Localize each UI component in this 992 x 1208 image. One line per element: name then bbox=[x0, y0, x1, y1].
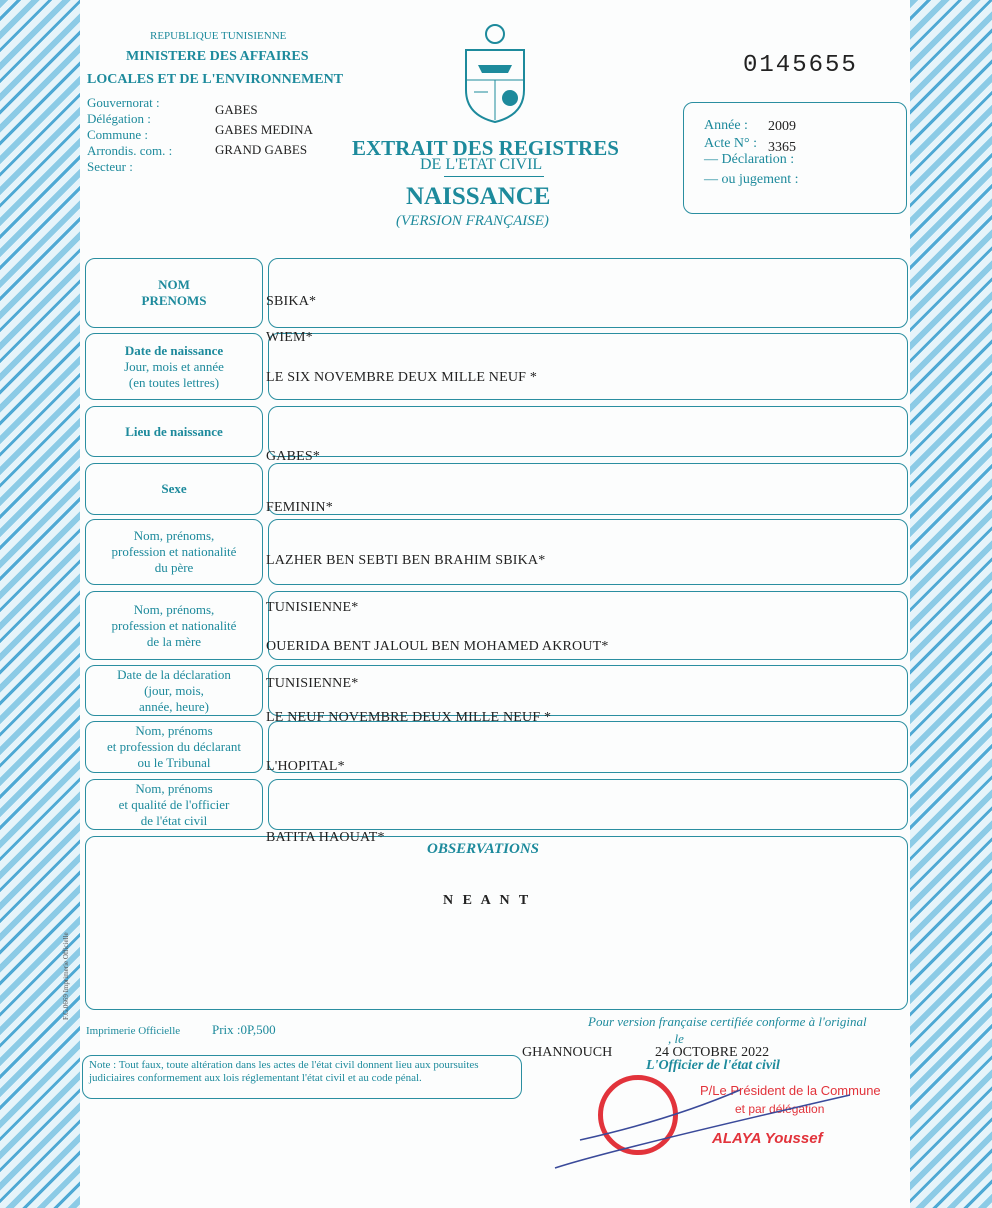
serial-number: 0145655 bbox=[743, 52, 858, 79]
value-box bbox=[268, 519, 908, 585]
title-divider bbox=[444, 176, 544, 177]
admin-values: GABES GABES MEDINA GRAND GABES bbox=[215, 102, 313, 157]
row-label-date-naissance: Date de naissance Jour, mois et année (en toutes lettres) bbox=[124, 342, 224, 390]
observations-text: N E A N T bbox=[443, 893, 532, 908]
observations-box bbox=[85, 836, 908, 1010]
annee-label: Année : bbox=[704, 118, 748, 133]
value-box bbox=[268, 665, 908, 716]
republic: REPUBLIQUE TUNISIENNE bbox=[150, 30, 287, 42]
stamp-name: ALAYA Youssef bbox=[712, 1130, 823, 1147]
observations-title: OBSERVATIONS bbox=[427, 841, 539, 857]
value-mere: OUERIDA BENT JALOUL BEN MOHAMED AKROUT* bbox=[266, 639, 609, 654]
value-box bbox=[268, 463, 908, 515]
value-pere-nationalite: TUNISIENNE* bbox=[266, 600, 359, 615]
value-sexe: FEMININ* bbox=[266, 500, 333, 515]
declaration-label: — Déclaration : bbox=[704, 152, 795, 167]
value-box bbox=[268, 721, 908, 773]
row-label-sexe: Sexe bbox=[161, 481, 187, 496]
row-label-pere: Nom, prénoms, profession et nationalité du père bbox=[111, 528, 237, 575]
right-security-border bbox=[910, 0, 992, 1208]
value-officier: BATITA HAOUAT* bbox=[266, 830, 385, 845]
stamp-line-1: P/Le Président de la Commune bbox=[700, 1083, 881, 1098]
value-pere: LAZHER BEN SEBTI BEN BRAHIM SBIKA* bbox=[266, 553, 546, 568]
value-nom: SBIKA* bbox=[266, 294, 317, 309]
coat-of-arms-icon bbox=[460, 20, 530, 125]
doc-type: NAISSANCE bbox=[406, 183, 551, 210]
doc-version: (VERSION FRANÇAISE) bbox=[396, 213, 549, 229]
side-code: F.G.0669 Imprimerie Officielle bbox=[62, 932, 70, 1020]
value-declarant: L'HOPITAL* bbox=[266, 759, 345, 774]
acte-value: 3365 bbox=[768, 140, 796, 155]
row-label-nom: NOM PRENOMS bbox=[141, 277, 207, 308]
signature-icon bbox=[550, 1080, 870, 1175]
row-label-officier: Nom, prénoms et qualité de l'officier de l'état civil bbox=[118, 780, 230, 828]
le-text: , le bbox=[668, 1031, 684, 1046]
value-box bbox=[268, 258, 908, 328]
left-security-border bbox=[0, 0, 80, 1208]
ministry-2: LOCALES ET DE L'ENVIRONNEMENT bbox=[87, 72, 344, 87]
place: GHANNOUCH bbox=[522, 1045, 613, 1060]
value-box bbox=[268, 779, 908, 830]
admin-labels: Gouvernorat : Délégation : Commune : Arrondis. com. : Secteur : bbox=[87, 95, 173, 174]
acte-label: Acte N° : bbox=[704, 136, 758, 151]
doc-subtitle: DE L'ETAT CIVIL bbox=[420, 156, 543, 173]
ministry-1: MINISTERE DES AFFAIRES bbox=[126, 49, 309, 64]
value-prenom: WIEM* bbox=[266, 330, 313, 345]
annee-value: 2009 bbox=[768, 119, 796, 134]
value-mere-nationalite: TUNISIENNE* bbox=[266, 676, 359, 691]
value-box bbox=[268, 333, 908, 400]
certified-text: Pour version française certifiée conforme à l'original bbox=[588, 1014, 867, 1029]
stamp-line-2: et par délégation bbox=[735, 1102, 825, 1116]
price: Prix :0P,500 bbox=[212, 1022, 276, 1037]
row-label-declaration: Date de la déclaration (jour, mois, année, heure) bbox=[117, 666, 231, 714]
doc-title: EXTRAIT DES REGISTRES bbox=[352, 136, 619, 160]
jugement-label: — ou jugement : bbox=[704, 172, 799, 187]
officer-title: L'Officier de l'état civil bbox=[646, 1058, 780, 1073]
value-date-declaration: LE NEUF NOVEMBRE DEUX MILLE NEUF * bbox=[266, 710, 552, 725]
date: 24 OCTOBRE 2022 bbox=[655, 1045, 770, 1060]
row-label-declarant: Nom, prénoms et profession du déclarant ou le Tribunal bbox=[107, 723, 241, 770]
value-box bbox=[268, 406, 908, 457]
printer: Imprimerie Officielle bbox=[86, 1025, 181, 1037]
value-date-naissance: LE SIX NOVEMBRE DEUX MILLE NEUF * bbox=[266, 370, 538, 385]
row-label-lieu: Lieu de naissance bbox=[125, 423, 223, 439]
value-lieu: GABES* bbox=[266, 449, 321, 464]
legal-note: Note : Tout faux, toute altération dans les actes de l'état civil donnent lieu aux poursuites judiciaires conformement aux lois réglementant l'état civil et au code pénal. bbox=[82, 1055, 522, 1099]
row-label-mere: Nom, prénoms, profession et nationalité de la mère bbox=[111, 601, 237, 649]
